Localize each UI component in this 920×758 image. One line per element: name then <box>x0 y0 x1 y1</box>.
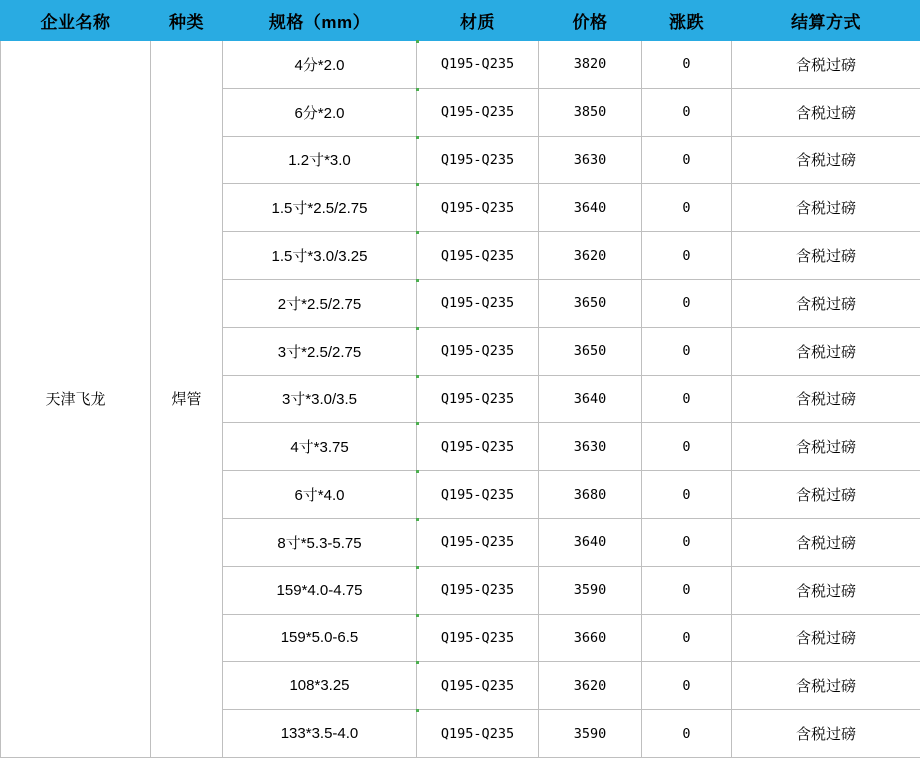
cell-change: 0 <box>642 471 732 519</box>
cell-material: Q195-Q235 <box>417 41 539 89</box>
cell-spec: 4分*2.0 <box>223 41 417 89</box>
cell-material: Q195-Q235 <box>417 232 539 280</box>
cell-price: 3590 <box>539 566 642 614</box>
cell-settlement: 含税过磅 <box>732 136 920 184</box>
cell-price: 3660 <box>539 614 642 662</box>
cell-material: Q195-Q235 <box>417 136 539 184</box>
cell-material: Q195-Q235 <box>417 614 539 662</box>
column-header-change: 涨跌 <box>642 1 732 41</box>
cell-price: 3620 <box>539 662 642 710</box>
cell-spec: 8寸*5.3-5.75 <box>223 518 417 566</box>
cell-price: 3820 <box>539 41 642 89</box>
cell-change: 0 <box>642 232 732 280</box>
cell-change: 0 <box>642 566 732 614</box>
cell-spec: 4寸*3.75 <box>223 423 417 471</box>
cell-change: 0 <box>642 518 732 566</box>
cell-spec: 159*4.0-4.75 <box>223 566 417 614</box>
cell-settlement: 含税过磅 <box>732 184 920 232</box>
column-header-price: 价格 <box>539 1 642 41</box>
table-body <box>1 41 920 758</box>
table-header <box>1 1 920 41</box>
cell-spec: 6寸*4.0 <box>223 471 417 519</box>
cell-settlement: 含税过磅 <box>732 232 920 280</box>
cell-settlement: 含税过磅 <box>732 662 920 710</box>
cell-change: 0 <box>642 375 732 423</box>
cell-spec: 3寸*3.0/3.5 <box>223 375 417 423</box>
column-header-material: 材质 <box>417 1 539 41</box>
table-row <box>1 41 920 89</box>
column-header-company: 企业名称 <box>1 1 151 41</box>
cell-settlement: 含税过磅 <box>732 710 920 758</box>
cell-change: 0 <box>642 184 732 232</box>
cell-material: Q195-Q235 <box>417 518 539 566</box>
cell-price: 3620 <box>539 232 642 280</box>
cell-settlement: 含税过磅 <box>732 471 920 519</box>
cell-price: 3640 <box>539 184 642 232</box>
cell-material: Q195-Q235 <box>417 279 539 327</box>
cell-spec: 1.5寸*3.0/3.25 <box>223 232 417 280</box>
cell-price: 3680 <box>539 471 642 519</box>
cell-kind: 焊管 <box>151 41 223 758</box>
cell-settlement: 含税过磅 <box>732 375 920 423</box>
cell-settlement: 含税过磅 <box>732 518 920 566</box>
cell-settlement: 含税过磅 <box>732 614 920 662</box>
cell-material: Q195-Q235 <box>417 375 539 423</box>
cell-price: 3630 <box>539 136 642 184</box>
cell-change: 0 <box>642 662 732 710</box>
cell-settlement: 含税过磅 <box>732 327 920 375</box>
cell-spec: 2寸*2.5/2.75 <box>223 279 417 327</box>
cell-spec: 6分*2.0 <box>223 88 417 136</box>
cell-spec: 1.5寸*2.5/2.75 <box>223 184 417 232</box>
cell-spec: 133*3.5-4.0 <box>223 710 417 758</box>
cell-company: 天津飞龙 <box>1 41 151 758</box>
cell-price: 3650 <box>539 279 642 327</box>
cell-spec: 1.2寸*3.0 <box>223 136 417 184</box>
cell-material: Q195-Q235 <box>417 423 539 471</box>
cell-price: 3590 <box>539 710 642 758</box>
cell-settlement: 含税过磅 <box>732 88 920 136</box>
cell-change: 0 <box>642 136 732 184</box>
cell-spec: 3寸*2.5/2.75 <box>223 327 417 375</box>
cell-change: 0 <box>642 423 732 471</box>
cell-material: Q195-Q235 <box>417 88 539 136</box>
cell-material: Q195-Q235 <box>417 327 539 375</box>
column-header-settlement: 结算方式 <box>732 1 920 41</box>
cell-spec: 108*3.25 <box>223 662 417 710</box>
cell-price: 3640 <box>539 375 642 423</box>
cell-material: Q195-Q235 <box>417 710 539 758</box>
cell-change: 0 <box>642 327 732 375</box>
cell-price: 3630 <box>539 423 642 471</box>
cell-spec: 159*5.0-6.5 <box>223 614 417 662</box>
table-header-row <box>1 1 920 41</box>
cell-settlement: 含税过磅 <box>732 279 920 327</box>
cell-settlement: 含税过磅 <box>732 423 920 471</box>
cell-change: 0 <box>642 41 732 89</box>
cell-material: Q195-Q235 <box>417 662 539 710</box>
column-header-kind: 种类 <box>151 1 223 41</box>
cell-change: 0 <box>642 710 732 758</box>
cell-change: 0 <box>642 88 732 136</box>
cell-settlement: 含税过磅 <box>732 41 920 89</box>
cell-price: 3640 <box>539 518 642 566</box>
cell-material: Q195-Q235 <box>417 566 539 614</box>
column-header-spec: 规格（mm） <box>223 1 417 41</box>
cell-price: 3850 <box>539 88 642 136</box>
cell-material: Q195-Q235 <box>417 184 539 232</box>
cell-change: 0 <box>642 614 732 662</box>
cell-settlement: 含税过磅 <box>732 566 920 614</box>
cell-change: 0 <box>642 279 732 327</box>
cell-price: 3650 <box>539 327 642 375</box>
cell-material: Q195-Q235 <box>417 471 539 519</box>
